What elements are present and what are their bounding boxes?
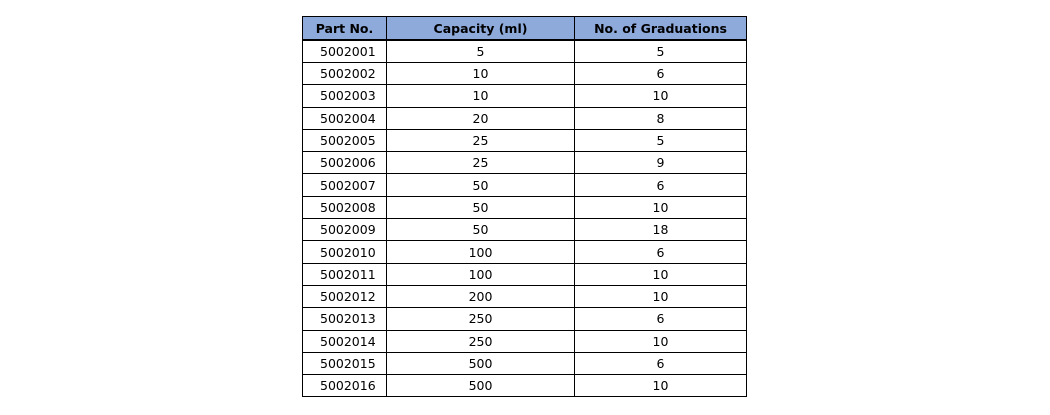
cell-part-no: 5002003 bbox=[303, 85, 387, 107]
cell-graduations: 10 bbox=[575, 375, 747, 397]
cell-part-no: 5002002 bbox=[303, 63, 387, 85]
table-body bbox=[303, 40, 747, 397]
header-part-no: Part No. bbox=[303, 17, 387, 41]
table-row bbox=[303, 174, 747, 196]
table-row bbox=[303, 107, 747, 129]
table-row bbox=[303, 196, 747, 218]
header-capacity: Capacity (ml) bbox=[387, 17, 575, 41]
table-row bbox=[303, 63, 747, 85]
table-row bbox=[303, 152, 747, 174]
cell-graduations: 10 bbox=[575, 196, 747, 218]
cell-capacity: 50 bbox=[387, 196, 575, 218]
cell-capacity: 10 bbox=[387, 63, 575, 85]
parts-table bbox=[302, 16, 747, 397]
cell-part-no: 5002008 bbox=[303, 196, 387, 218]
cell-graduations: 6 bbox=[575, 174, 747, 196]
cell-part-no: 5002014 bbox=[303, 330, 387, 352]
cell-part-no: 5002013 bbox=[303, 308, 387, 330]
table-row bbox=[303, 352, 747, 374]
cell-part-no: 5002011 bbox=[303, 263, 387, 285]
cell-part-no: 5002009 bbox=[303, 219, 387, 241]
cell-capacity: 250 bbox=[387, 330, 575, 352]
cell-capacity: 20 bbox=[387, 107, 575, 129]
cell-graduations: 5 bbox=[575, 129, 747, 151]
table-row bbox=[303, 375, 747, 397]
cell-graduations: 10 bbox=[575, 330, 747, 352]
cell-capacity: 200 bbox=[387, 285, 575, 307]
cell-capacity: 50 bbox=[387, 174, 575, 196]
parts-table-container bbox=[302, 16, 747, 397]
table-row bbox=[303, 285, 747, 307]
cell-part-no: 5002004 bbox=[303, 107, 387, 129]
table-row bbox=[303, 85, 747, 107]
header-graduations: No. of Graduations bbox=[575, 17, 747, 41]
cell-part-no: 5002012 bbox=[303, 285, 387, 307]
cell-graduations: 10 bbox=[575, 285, 747, 307]
cell-capacity: 100 bbox=[387, 263, 575, 285]
header-row bbox=[303, 17, 747, 41]
table-header bbox=[303, 17, 747, 41]
table-row bbox=[303, 129, 747, 151]
table-row bbox=[303, 263, 747, 285]
cell-part-no: 5002007 bbox=[303, 174, 387, 196]
table-row bbox=[303, 241, 747, 263]
cell-graduations: 18 bbox=[575, 219, 747, 241]
cell-capacity: 50 bbox=[387, 219, 575, 241]
table-row bbox=[303, 219, 747, 241]
cell-graduations: 10 bbox=[575, 85, 747, 107]
cell-graduations: 6 bbox=[575, 308, 747, 330]
cell-capacity: 100 bbox=[387, 241, 575, 263]
cell-part-no: 5002010 bbox=[303, 241, 387, 263]
cell-graduations: 6 bbox=[575, 352, 747, 374]
table-row bbox=[303, 40, 747, 63]
cell-part-no: 5002005 bbox=[303, 129, 387, 151]
cell-capacity: 25 bbox=[387, 152, 575, 174]
cell-part-no: 5002001 bbox=[303, 40, 387, 63]
table-row bbox=[303, 330, 747, 352]
cell-capacity: 25 bbox=[387, 129, 575, 151]
cell-capacity: 500 bbox=[387, 375, 575, 397]
cell-capacity: 250 bbox=[387, 308, 575, 330]
cell-part-no: 5002015 bbox=[303, 352, 387, 374]
cell-graduations: 8 bbox=[575, 107, 747, 129]
cell-capacity: 5 bbox=[387, 40, 575, 63]
cell-capacity: 10 bbox=[387, 85, 575, 107]
cell-graduations: 6 bbox=[575, 63, 747, 85]
cell-graduations: 10 bbox=[575, 263, 747, 285]
cell-graduations: 6 bbox=[575, 241, 747, 263]
table-row bbox=[303, 308, 747, 330]
cell-capacity: 500 bbox=[387, 352, 575, 374]
cell-part-no: 5002016 bbox=[303, 375, 387, 397]
cell-graduations: 5 bbox=[575, 40, 747, 63]
cell-graduations: 9 bbox=[575, 152, 747, 174]
cell-part-no: 5002006 bbox=[303, 152, 387, 174]
